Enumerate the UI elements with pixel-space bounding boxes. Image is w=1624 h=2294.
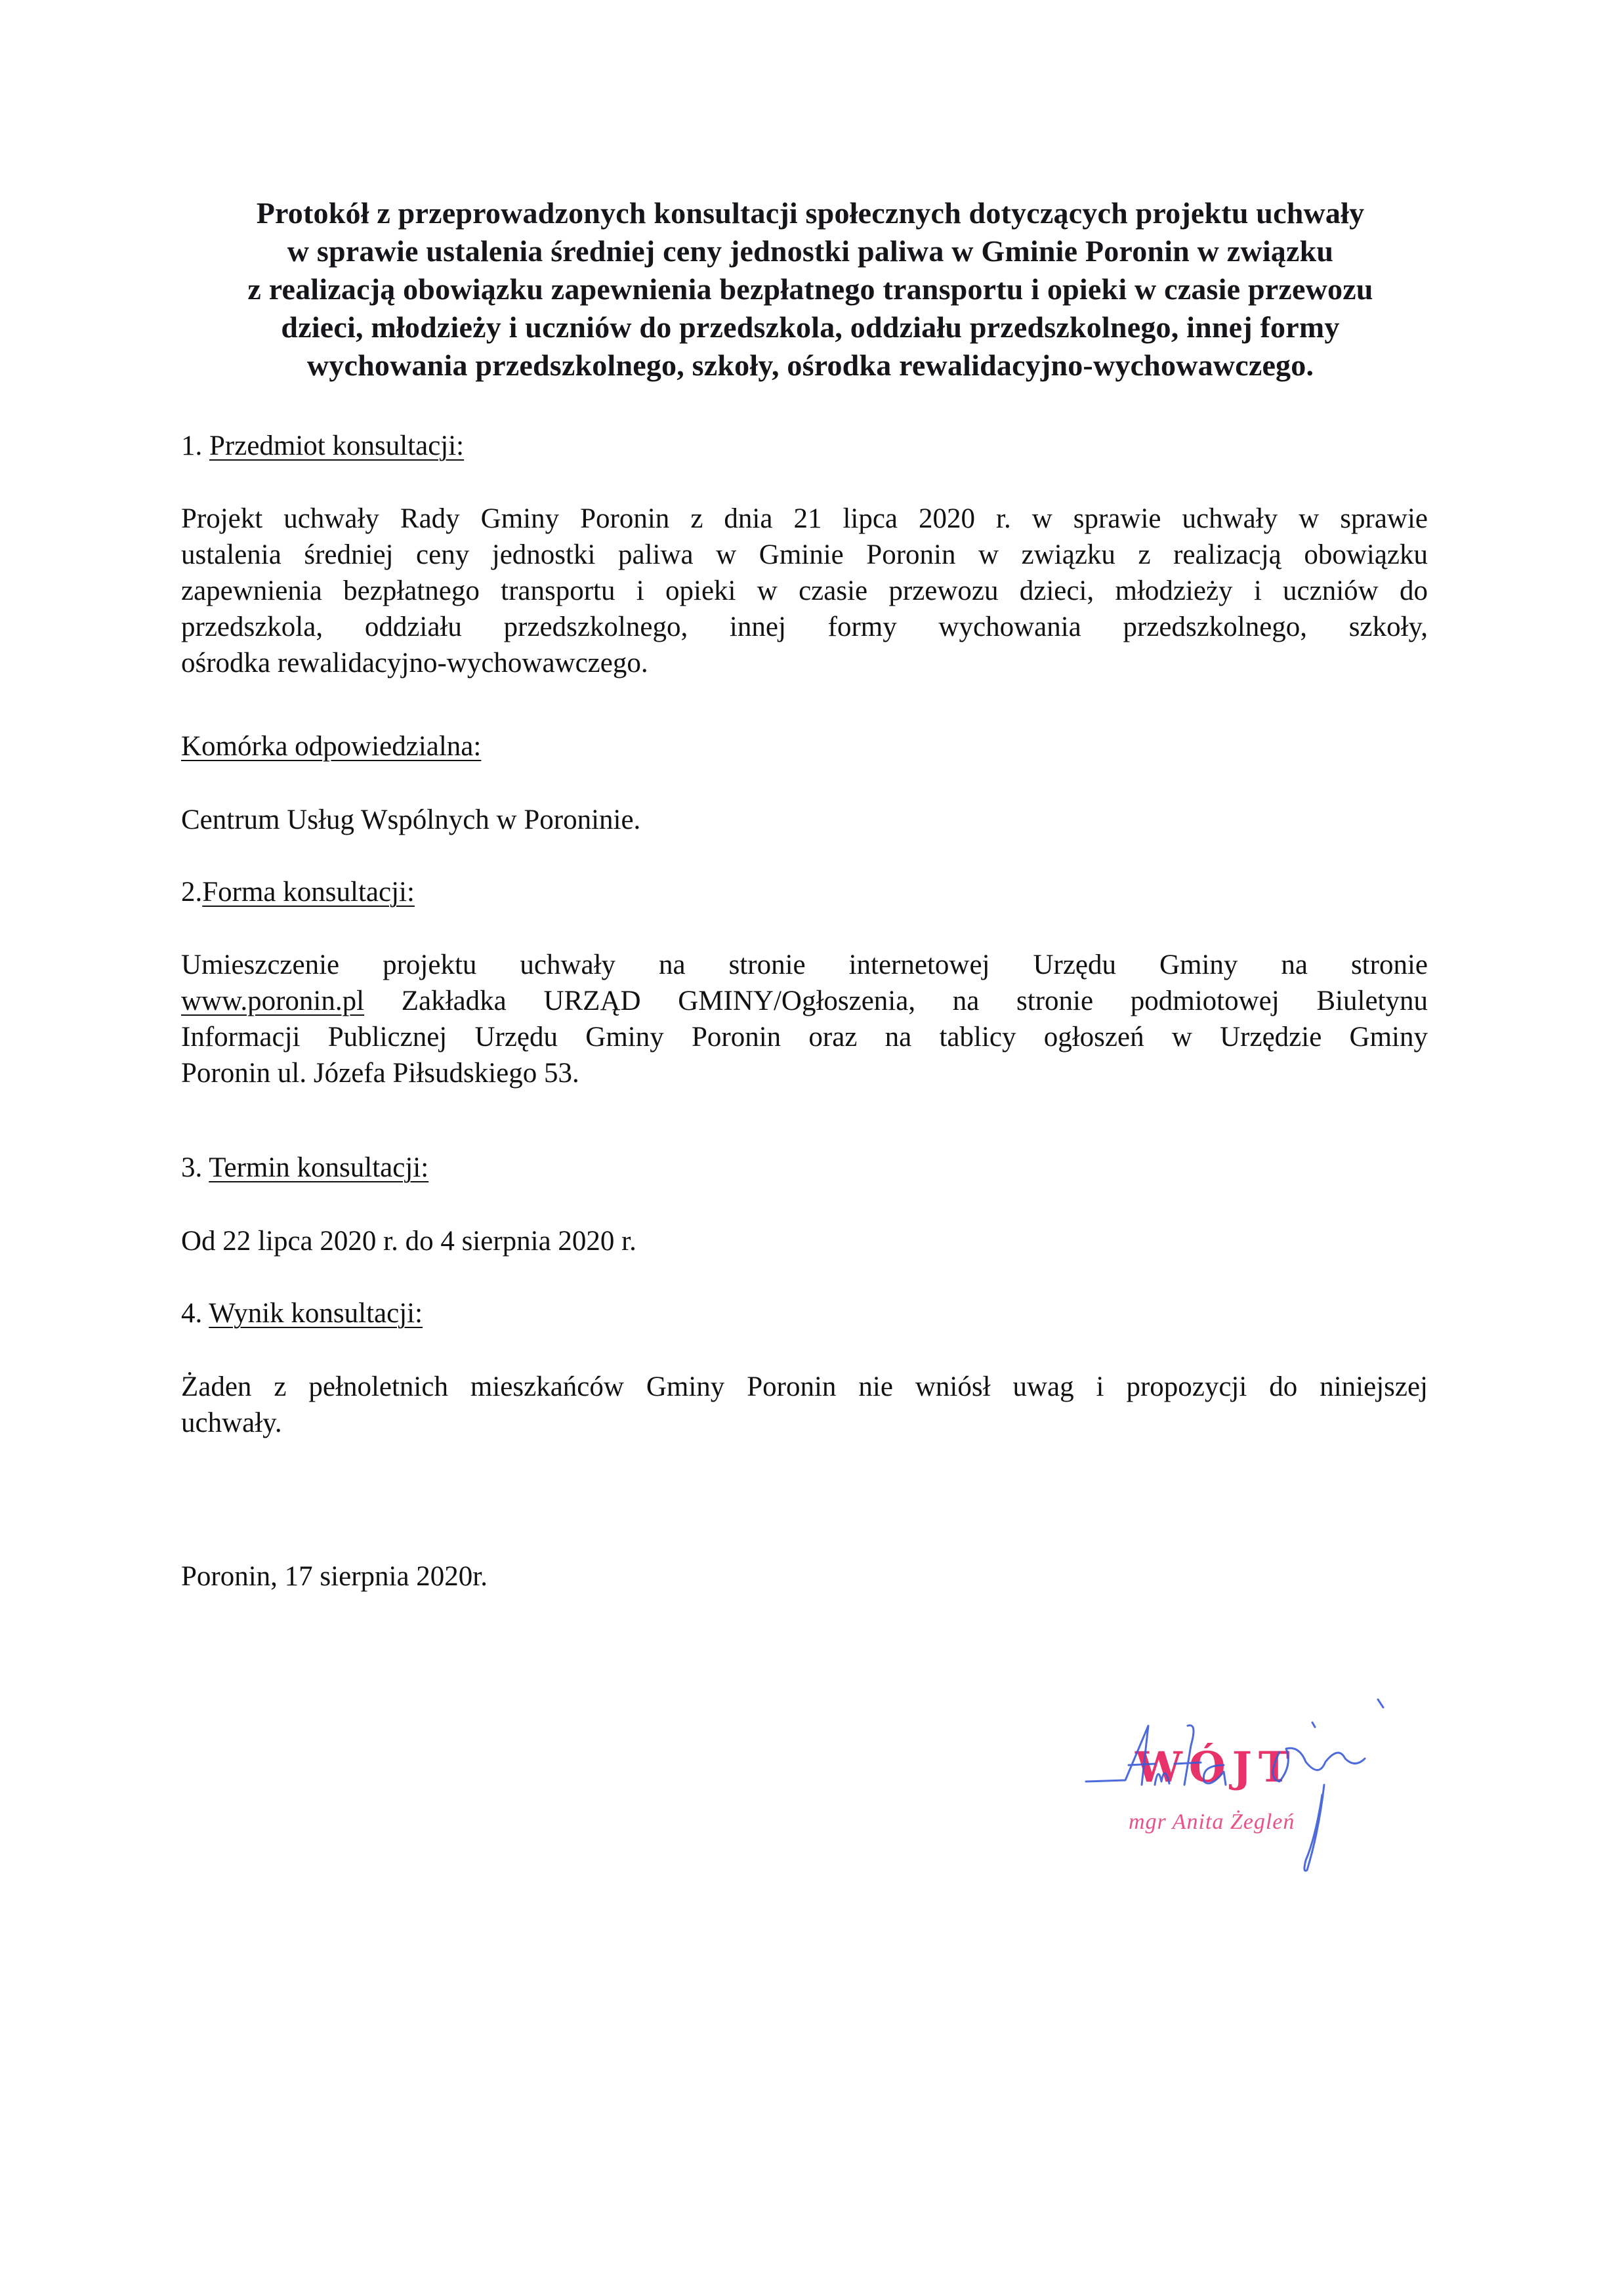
body-line: ośrodka rewalidacyjno-wychowawczego. <box>181 648 648 678</box>
document-title <box>157 194 1463 385</box>
body-text: Zakładka URZĄD GMINY/Ogłoszenia, na stronie podmiotowej Biuletynu <box>364 986 1428 1016</box>
signature-stroke <box>1203 1765 1226 1785</box>
body-line: Od 22 lipca 2020 r. do 4 sierpnia 2020 r. <box>181 1226 636 1257</box>
signature-stroke <box>1312 1722 1315 1727</box>
body-line: Umieszczenie projektu uchwały na stronie internetowej Urzędu Gminy na stronie <box>181 949 1428 980</box>
section-title: Przedmiot konsultacji: <box>209 430 465 461</box>
section-3-heading <box>181 1150 428 1186</box>
signature-stroke <box>1304 1785 1324 1871</box>
section-2-heading <box>181 874 415 910</box>
title-line: z realizacją obowiązku zapewnienia bezpłatnego transportu i opieki w czasie przewozu <box>247 272 1373 306</box>
title-line: dzieci, młodzieży i uczniów do przedszkola, oddziału przedszkolnego, innej formy <box>281 310 1340 344</box>
handwritten-signature <box>1063 1686 1457 1903</box>
signature-stroke <box>1155 1773 1169 1785</box>
section-4-body <box>181 1369 1428 1441</box>
body-line: Projekt uchwały Rady Gminy Poronin z dnia 21 lipca 2020 r. w sprawie uchwały w sprawie <box>181 503 1428 534</box>
section-1-heading <box>181 428 464 464</box>
official-stamp-title: WÓJT <box>1135 1743 1297 1792</box>
body-line: ustalenia średniej ceny jednostki paliwa w Gminie Poronin w związku z realizacją obowiązku <box>181 539 1428 570</box>
section-number: 4. <box>181 1298 209 1329</box>
body-line: Żaden z pełnoletnich mieszkańców Gminy Poronin nie wniósł uwag i propozycji do niniejszej <box>181 1371 1428 1402</box>
section-title: Wynik konsultacji: <box>209 1298 423 1329</box>
body-line: Centrum Usług Wspólnych w Poroninie. <box>181 804 641 835</box>
body-line <box>181 983 1428 1019</box>
title-line: wychowania przedszkolnego, szkoły, ośrodka rewalidacyjno-wychowawczego. <box>306 348 1314 382</box>
body-line: zapewnienia bezpłatnego transportu i opieki w czasie przewozu dzieci, młodzieży i uczniów do <box>181 575 1428 606</box>
body-line: przedszkola, oddziału przedszkolnego, innej formy wychowania przedszkolnego, szkoły, <box>181 612 1428 642</box>
body-line: Poronin ul. Józefa Piłsudskiego 53. <box>181 1058 579 1089</box>
section-title: Komórka odpowiedzialna: <box>181 731 482 762</box>
section-number: 1. <box>181 430 209 461</box>
responsible-unit-heading <box>181 728 481 764</box>
body-line: uchwały. <box>181 1408 282 1438</box>
section-4-heading <box>181 1295 423 1331</box>
signature-stamp-area <box>1063 1686 1457 1903</box>
signature-stroke <box>1273 1748 1365 1782</box>
title-line: Protokół z przeprowadzonych konsultacji społecznych dotyczących projektu uchwały <box>256 196 1365 230</box>
section-1-body <box>181 501 1428 681</box>
section-number: 2. <box>181 877 203 907</box>
title-line: w sprawie ustalenia średniej ceny jednostki paliwa w Gminie Poronin w związku <box>287 234 1334 268</box>
section-number: 3. <box>181 1152 209 1183</box>
signature-stroke <box>1086 1726 1155 1785</box>
signature-stroke <box>1175 1725 1201 1785</box>
section-3-body <box>181 1223 1428 1259</box>
body-line: Informacji Publicznej Urzędu Gminy Poronin oraz na tablicy ogłoszeń w Urzędzie Gminy <box>181 1022 1428 1053</box>
place-date: Poronin, 17 sierpnia 2020r. <box>181 1561 488 1592</box>
section-2-body <box>181 947 1428 1091</box>
responsible-unit-body <box>181 802 1428 838</box>
signature-stroke <box>1378 1700 1383 1707</box>
website-link[interactable]: www.poronin.pl <box>181 986 365 1016</box>
official-stamp-name: mgr Anita Żegleń <box>1129 1810 1295 1834</box>
section-title: Termin konsultacji: <box>209 1152 429 1183</box>
section-title: Forma konsultacji: <box>202 877 415 907</box>
